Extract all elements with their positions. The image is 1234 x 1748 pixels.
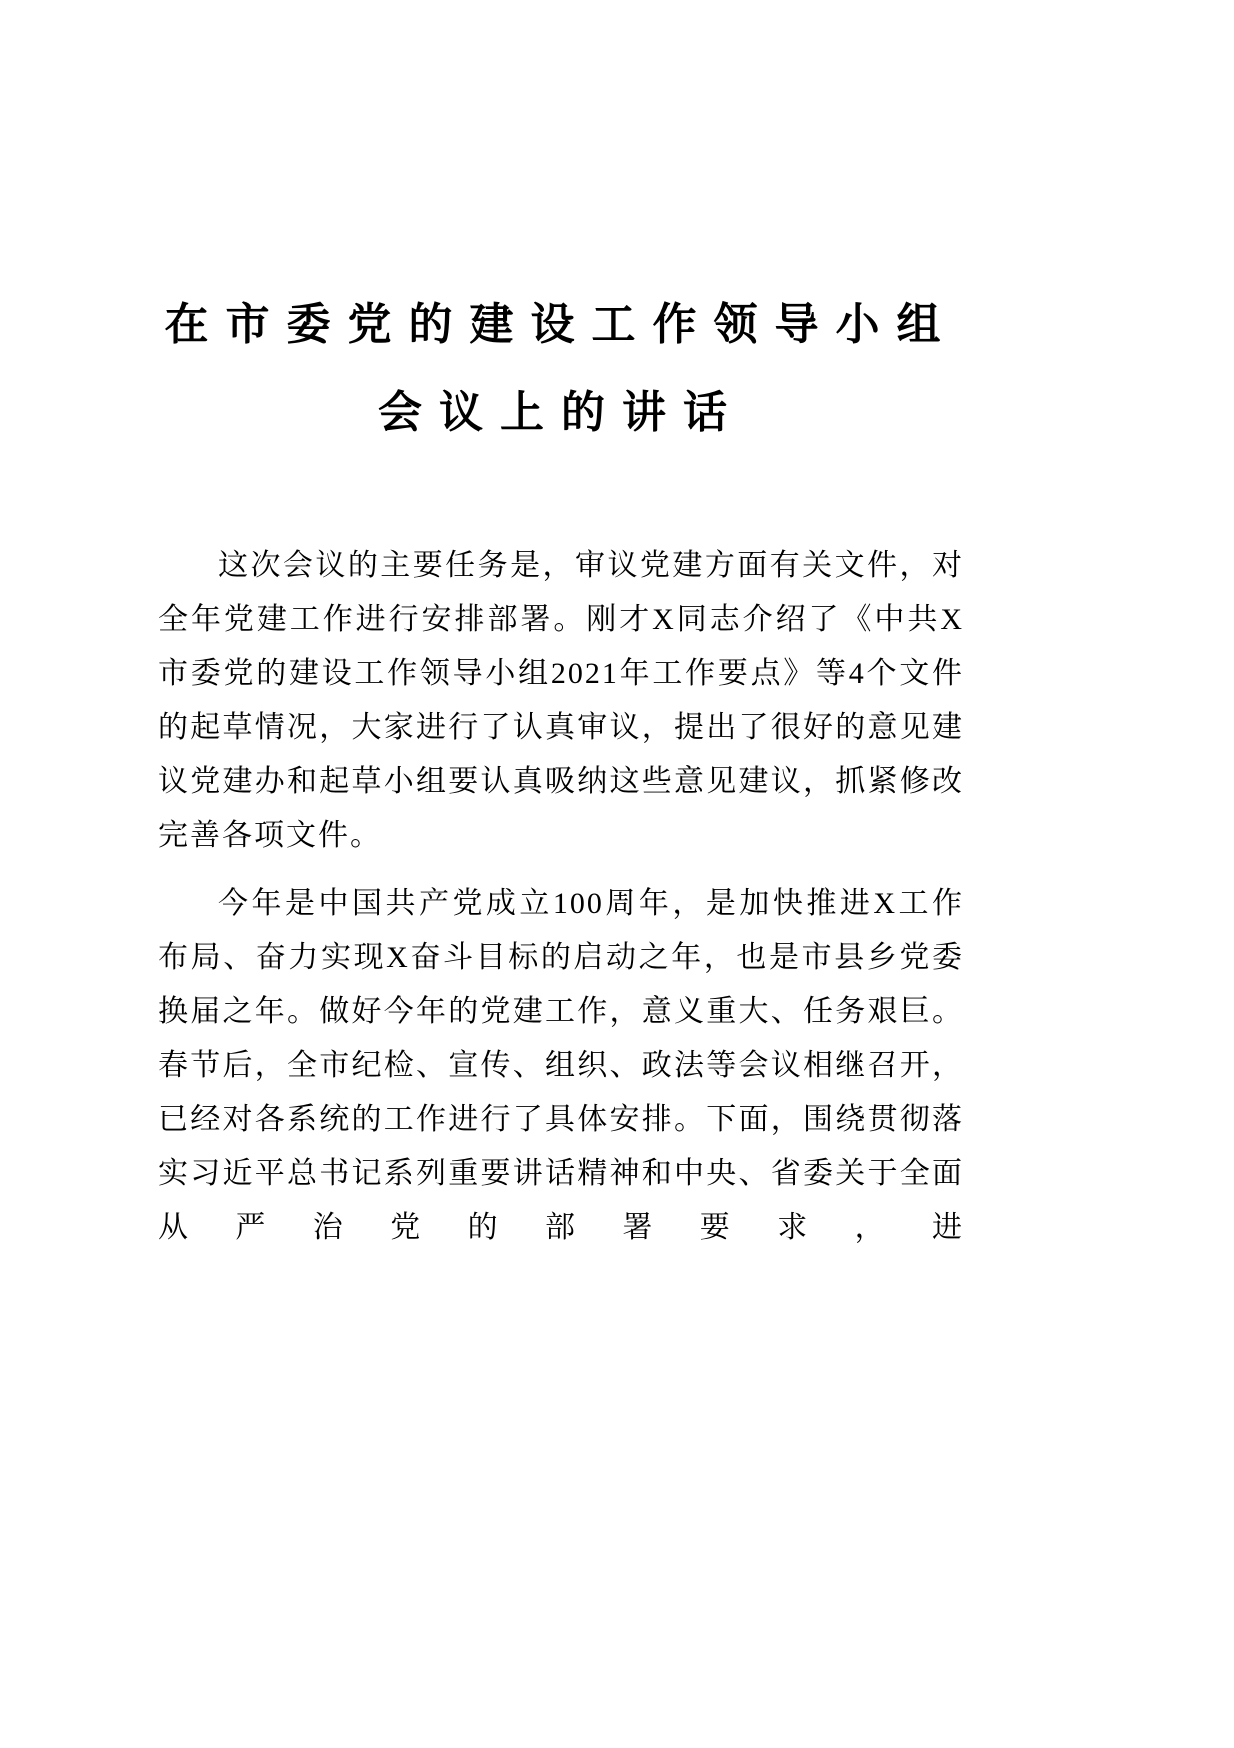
paragraph-2: 今年是中国共产党成立100周年，是加快推进X工作布局、奋力实现X奋斗目标的启动之年，也是市县乡党委换届之年。做好今年的党建工作，意义重大、任务艰巨。春节后，全市纪检、宣传、组织、政法等会议相继召开，已经对各系统的工作进行了具体安排。下面，围绕贯彻落实习近平总书记系列重要讲话精神和中央、省委关于全面从严治党的部署要求，进	[158, 887, 964, 1245]
document-title	[158, 281, 964, 457]
paragraph-1: 这次会议的主要任务是，审议党建方面有关文件，对全年党建工作进行安排部署。刚才X同志介绍了《中共X市委党的建设工作领导小组2021年工作要点》等4个文件的起草情况，大家进行了认真审议，提出了很好的意见建议党建办和起草小组要认真吸纳这些意见建议，抓紧修改完善各项文件。	[158, 549, 964, 853]
document-title-line-2: 会议上的讲话	[378, 388, 744, 438]
document-body	[158, 539, 964, 1255]
document-title-line-1: 在市委党的建设工作领导小组	[164, 300, 958, 350]
